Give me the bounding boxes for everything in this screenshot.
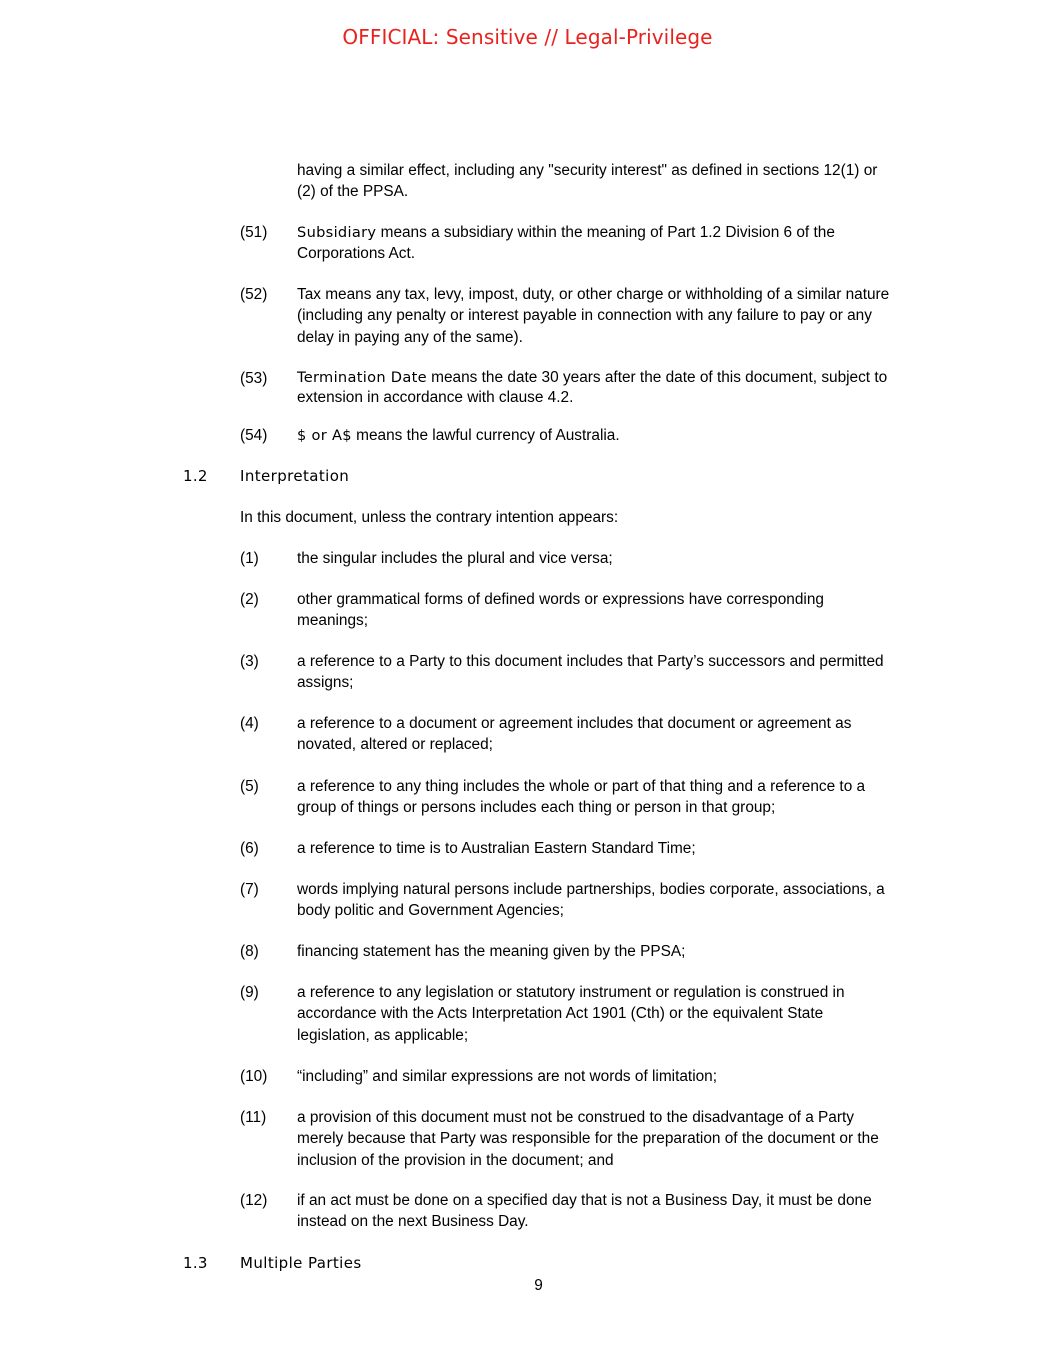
definition-body: Tax means any tax, levy, impost, duty, or other charge or withholding of a similar nature (including any penalty or interest payable in connection with any failure to pay or any delay in paying any of the same).	[297, 286, 890, 346]
list-item-number: (10)	[240, 1068, 268, 1085]
list-item-text: if an act must be done on a specified day that is not a Business Day, it must be done instead on the next Business Day.	[297, 1192, 872, 1231]
definition-term: $ or A$	[297, 427, 352, 444]
classification-header: OFFICIAL: Sensitive // Legal-Privilege	[342, 25, 713, 49]
list-item-number: (4)	[240, 715, 259, 732]
definition-number: (51)	[240, 224, 268, 241]
list-item-text: other grammatical forms of defined words or expressions have corresponding meanings;	[297, 591, 824, 630]
definition-body: means a subsidiary within the meaning of Part 1.2 Division 6 of the Corporations Act.	[297, 224, 835, 263]
list-item-number: (5)	[240, 778, 259, 795]
list-item-number: (7)	[240, 881, 259, 898]
definition-text	[297, 284, 897, 348]
list-item-number: (9)	[240, 984, 259, 1001]
definition-term: Subsidiary	[297, 224, 377, 241]
list-item-number: (2)	[240, 591, 259, 608]
list-item-text: a provision of this document must not be construed to the disadvantage of a Party merely because that Party was responsible for the preparation of the document or the inclusion of the provision in the document; and	[297, 1109, 879, 1169]
list-item-text: financing statement has the meaning given by the PPSA;	[297, 943, 686, 960]
definition-number: (54)	[240, 427, 268, 444]
list-item-text: a reference to a document or agreement includes that document or agreement as novated, altered or replaced;	[297, 715, 852, 754]
section-intro: In this document, unless the contrary intention appears:	[240, 509, 619, 526]
section-title: Multiple Parties	[240, 1254, 362, 1272]
section-title: Interpretation	[240, 467, 350, 485]
list-item-number: (3)	[240, 653, 259, 670]
list-item-number: (6)	[240, 840, 259, 857]
definition-term: Termination Date	[297, 369, 427, 386]
list-item-text: words implying natural persons include partnerships, bodies corporate, associations, a body politic and Government Agencies;	[297, 881, 885, 920]
list-item-text: a reference to any thing includes the whole or part of that thing and a reference to a group of things or persons includes each thing or person in that group;	[297, 778, 866, 817]
definition-text	[297, 425, 897, 446]
definition-number: (52)	[240, 286, 268, 303]
section-number: 1.2	[183, 467, 208, 485]
continuation-paragraph: having a similar effect, including any "security interest" as defined in sections 12(1) or (2) of the PPSA.	[297, 162, 878, 201]
list-item-text: a reference to a Party to this document includes that Party’s successors and permitted assigns;	[297, 653, 884, 692]
definition-body: means the lawful currency of Australia.	[351, 427, 620, 444]
definition-text	[297, 368, 897, 407]
definition-body: means the date 30 years after the date of this document, subject to extension in accordance with clause 4.2.	[297, 369, 888, 406]
list-item-text: the singular includes the plural and vice versa;	[297, 550, 613, 567]
definition-number: (53)	[240, 370, 268, 387]
list-item-text: a reference to time is to Australian Eastern Standard Time;	[297, 840, 696, 857]
list-item-number: (1)	[240, 550, 259, 567]
section-number: 1.3	[183, 1254, 208, 1272]
list-item-text: a reference to any legislation or statutory instrument or regulation is construed in accordance with the Acts Interpretation Act 1901 (Cth) or the equivalent State legislation, as applicable;	[297, 984, 845, 1044]
definition-text	[297, 222, 897, 265]
list-item-number: (12)	[240, 1192, 268, 1209]
list-item-number: (8)	[240, 943, 259, 960]
list-item-text: “including” and similar expressions are not words of limitation;	[297, 1068, 718, 1085]
page-number: 9	[534, 1277, 543, 1294]
list-item-number: (11)	[240, 1109, 267, 1126]
